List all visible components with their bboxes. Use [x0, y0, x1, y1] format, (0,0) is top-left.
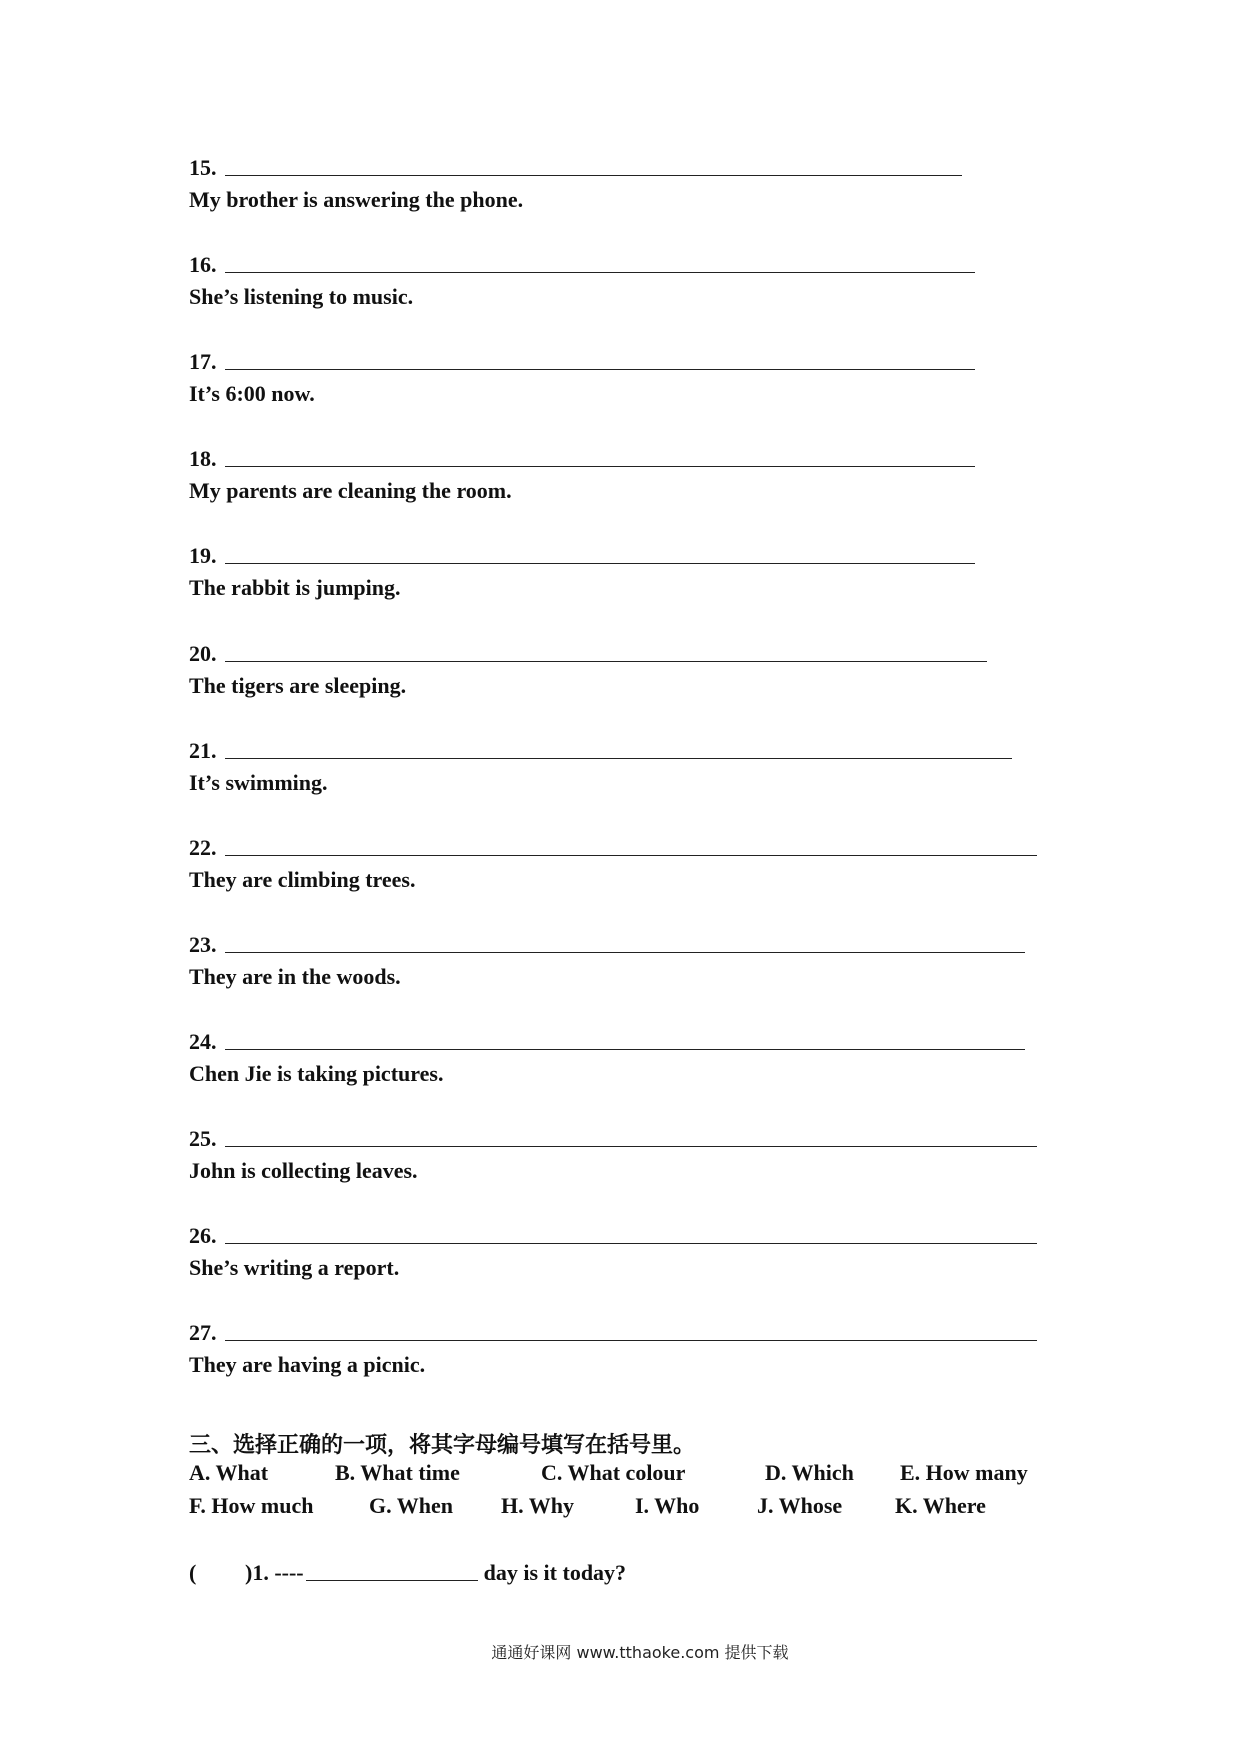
answer-blank-line[interactable]: [225, 157, 962, 176]
question-20: [189, 641, 987, 699]
question-answer: The rabbit is jumping.: [189, 575, 401, 600]
answer-blank-line[interactable]: [225, 1225, 1037, 1244]
choice-question-1: [189, 1560, 626, 1586]
question-number: 24.: [189, 1029, 217, 1054]
question-tail: day is it today?: [483, 1560, 627, 1585]
answer-blank-line[interactable]: [225, 934, 1025, 953]
question-answer: John is collecting leaves.: [189, 1158, 418, 1183]
question-16: [189, 252, 975, 310]
question-25: [189, 1126, 1037, 1184]
option-f: F. How much: [189, 1493, 314, 1518]
question-number: 22.: [189, 835, 217, 860]
question-21: [189, 738, 1012, 796]
question-answer: They are climbing trees.: [189, 867, 416, 892]
answer-blank-line[interactable]: [225, 1128, 1037, 1147]
question-number: )1. ----: [245, 1560, 304, 1585]
option-i: I. Who: [635, 1493, 700, 1518]
question-answer: Chen Jie is taking pictures.: [189, 1061, 444, 1086]
question-number: 19.: [189, 543, 217, 568]
answer-blank-line[interactable]: [225, 740, 1012, 759]
question-answer: It’s swimming.: [189, 770, 328, 795]
question-answer: My brother is answering the phone.: [189, 187, 524, 212]
answer-blank-line[interactable]: [225, 1322, 1037, 1341]
question-number: 17.: [189, 349, 217, 374]
question-answer: The tigers are sleeping.: [189, 673, 407, 698]
question-number: 21.: [189, 738, 217, 763]
page-footer: 通通好课网 www.tthaoke.com 提供下载: [491, 1643, 789, 1662]
question-answer: She’s listening to music.: [189, 284, 414, 309]
question-answer: They are in the woods.: [189, 964, 401, 989]
option-b: B. What time: [335, 1460, 460, 1485]
question-18: [189, 446, 975, 504]
answer-blank-line[interactable]: [225, 545, 975, 564]
option-d: D. Which: [765, 1460, 854, 1485]
question-26: [189, 1223, 1037, 1281]
answer-blank-line[interactable]: [225, 254, 975, 273]
answer-paren-open[interactable]: (: [189, 1560, 197, 1585]
option-j: J. Whose: [757, 1493, 843, 1518]
question-number: 18.: [189, 446, 217, 471]
question-number: 26.: [189, 1223, 217, 1248]
question-answer: It’s 6:00 now.: [189, 381, 315, 406]
question-number: 16.: [189, 252, 217, 277]
question-22: [189, 835, 1037, 893]
question-23: [189, 932, 1025, 990]
choice-blank-line[interactable]: [306, 1562, 478, 1581]
option-e: E. How many: [900, 1460, 1028, 1485]
answer-blank-line[interactable]: [225, 837, 1037, 856]
question-24: [189, 1029, 1025, 1087]
answer-blank-line[interactable]: [225, 1031, 1025, 1050]
question-number: 20.: [189, 641, 217, 666]
answer-blank-line[interactable]: [225, 643, 987, 662]
question-number: 27.: [189, 1320, 217, 1345]
question-answer: They are having a picnic.: [189, 1352, 426, 1377]
option-a: A. What: [189, 1460, 269, 1485]
question-19: [189, 543, 975, 601]
section-3-heading: 三、选择正确的一项，将其字母编号填写在括号里。: [189, 1433, 696, 1458]
answer-blank-line[interactable]: [225, 448, 975, 467]
question-number: 25.: [189, 1126, 217, 1151]
question-answer: She’s writing a report.: [189, 1255, 400, 1280]
question-27: [189, 1320, 1037, 1378]
question-15: [189, 155, 962, 213]
question-number: 23.: [189, 932, 217, 957]
question-17: [189, 349, 975, 407]
question-number: 15.: [189, 155, 217, 180]
answer-blank-line[interactable]: [225, 351, 975, 370]
question-answer: My parents are cleaning the room.: [189, 478, 512, 503]
option-g: G. When: [369, 1493, 453, 1518]
option-h: H. Why: [501, 1493, 574, 1518]
option-c: C. What colour: [541, 1460, 686, 1485]
option-k: K. Where: [895, 1493, 986, 1518]
